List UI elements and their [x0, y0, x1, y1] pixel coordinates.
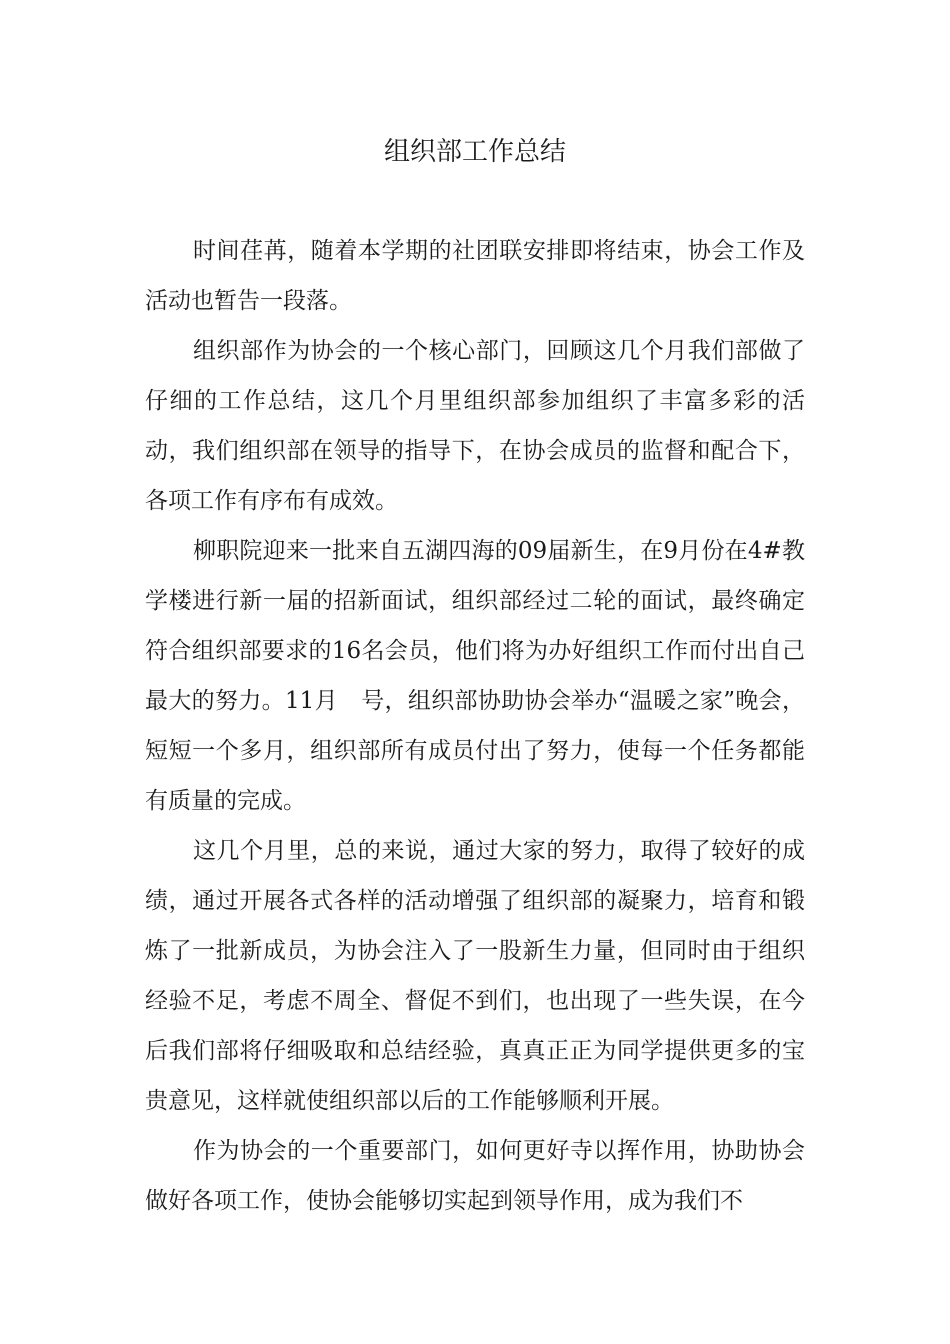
- document-title: 组织部工作总结: [383, 137, 566, 167]
- document-body: [145, 226, 805, 1226]
- paragraph-3: 柳职院迎来一批来自五湖四海的09届新生，在9月份在4#教学楼进行新一届的招新面试，组织部经过二轮的面试，最终确定符合组织部要求的16名会员，他们将为办好组织工作而付出自己最大的努力。11月 号，组织部协助协会举办“温暖之家”晚会，短短一个多月，组织部所有成员付出了努力，使每一个任务都能有质量的完成。: [145, 538, 805, 814]
- paragraph-4: 这几个月里，总的来说，通过大家的努力，取得了较好的成绩，通过开展各式各样的活动增强了组织部的凝聚力，培育和锻炼了一批新成员，为协会注入了一股新生力量，但同时由于组织经验不足，考虑不周全、督促不到们，也出现了一些失误，在今后我们部将仔细吸取和总结经验，真真正正为同学提供更多的宝贵意见，这样就使组织部以后的工作能够顺利开展。: [145, 838, 805, 1114]
- paragraph-2: 组织部作为协会的一个核心部门，回顾这几个月我们部做了仔细的工作总结，这几个月里组织部参加组织了丰富多彩的活动，我们组织部在领导的指导下，在协会成员的监督和配合下，各项工作有序布有成效。: [145, 338, 805, 514]
- paragraph-5: 作为协会的一个重要部门，如何更好寺以挥作用，协助协会做好各项工作，使协会能够切实起到领导作用，成为我们不: [145, 1138, 805, 1214]
- paragraph-1: 时间荏苒，随着本学期的社团联安排即将结束，协会工作及活动也暂告一段落。: [145, 238, 805, 314]
